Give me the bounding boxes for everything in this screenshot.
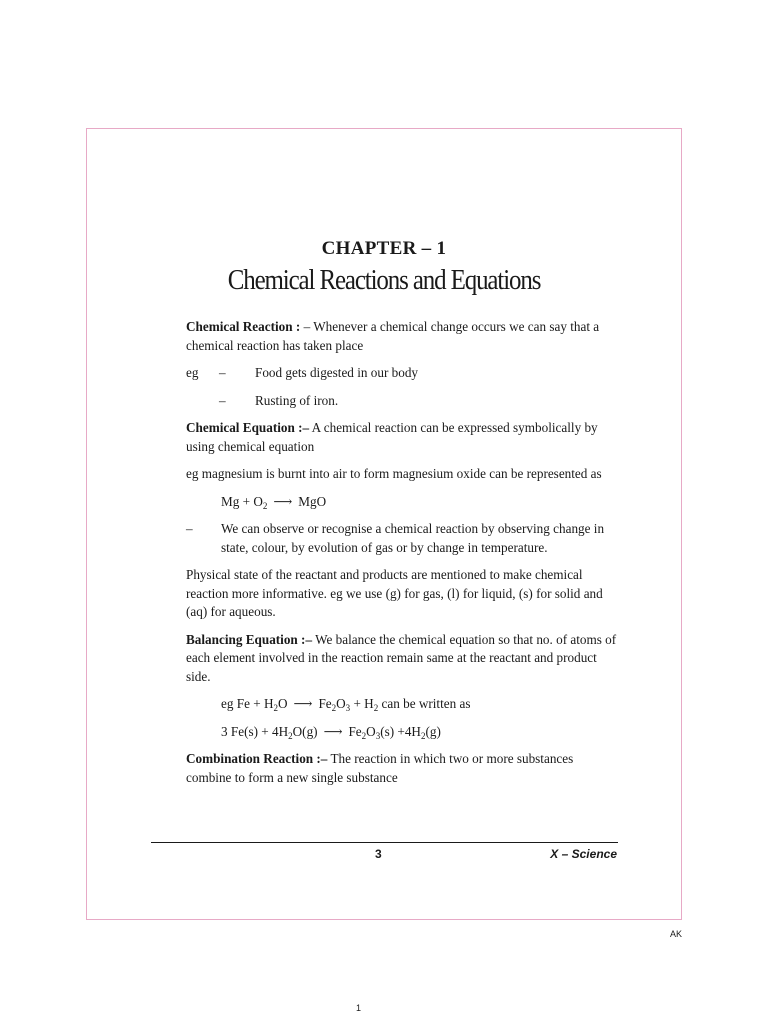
reaction-arrow: ⟶ — [273, 493, 293, 509]
document-body — [186, 318, 618, 796]
balancing-term: Balancing Equation :– — [186, 631, 313, 647]
eg-label: eg — [186, 365, 199, 380]
balancing-definition: We balance the chemical equation so that no. of atoms of each element involved in the reaction remain same at the reactant and product side. — [186, 631, 617, 684]
equation-fe-unbalanced: eg $Fe + H_2O$ ⟶ $Fe_2O_3 + H_2$ can be written as — [221, 696, 471, 713]
physical-state-paragraph: Physical state of the reactant and products are mentioned to make chemical reaction more informative. eg we use (g) for gas, (l) for liquid, (s) for solid and (aq) for aqueous. — [186, 567, 603, 619]
magnesium-paragraph: eg magnesium is burnt into air to form magnesium oxide can be represented as — [186, 466, 602, 481]
page-title: Chemical Reactions and Equations — [227, 264, 541, 296]
footer-subject: X – Science — [550, 847, 617, 861]
combination-paragraph — [186, 750, 618, 787]
chemical-reaction-term: Chemical Reaction : — [186, 319, 301, 334]
chemical-equation-definition: A chemical reaction can be expressed symbolically by using chemical equation — [186, 420, 598, 454]
equation-mg: $Mg + O_2$ ⟶ MgO — [221, 493, 327, 511]
example-item-1: Food gets digested in our body — [255, 365, 419, 380]
observe-paragraph: – We can observe or recognise a chemical reaction by observing change in state, colour, by evolution of gas or by change in temperature. — [186, 521, 605, 555]
page-number: 3 — [375, 847, 382, 861]
example-dash: – — [219, 365, 226, 380]
footer-rule — [151, 842, 618, 843]
chemical-reaction-definition: – Whenever a chemical change occurs we can say that a chemical reaction has taken place — [186, 319, 600, 353]
chemical-equation-term: Chemical Equation :– — [186, 420, 310, 435]
combination-term: Combination Reaction :– — [186, 751, 328, 766]
example-dash: – — [219, 392, 226, 408]
bottom-page-number: 1 — [356, 1003, 362, 1013]
chemical-reaction-paragraph — [186, 318, 618, 355]
example-row-2 — [186, 392, 618, 411]
reaction-arrow: ⟶ — [293, 696, 313, 711]
combination-definition: The reaction in which two or more substances combine to form a new single substance — [186, 751, 574, 785]
ak-mark: AK — [670, 929, 683, 939]
balancing-paragraph — [186, 631, 618, 687]
reaction-arrow: ⟶ — [323, 723, 343, 739]
chapter-heading: CHAPTER – 1 — [321, 238, 447, 259]
example-row-1 — [186, 364, 618, 383]
chemical-equation-paragraph — [186, 419, 618, 456]
equation-fe-balanced: 3 $Fe(s) + 4H_2O(g)$ ⟶ $Fe_2O_3(s) +4H_2(g)$ — [221, 723, 441, 741]
example-item-2: Rusting of iron. — [255, 392, 339, 408]
